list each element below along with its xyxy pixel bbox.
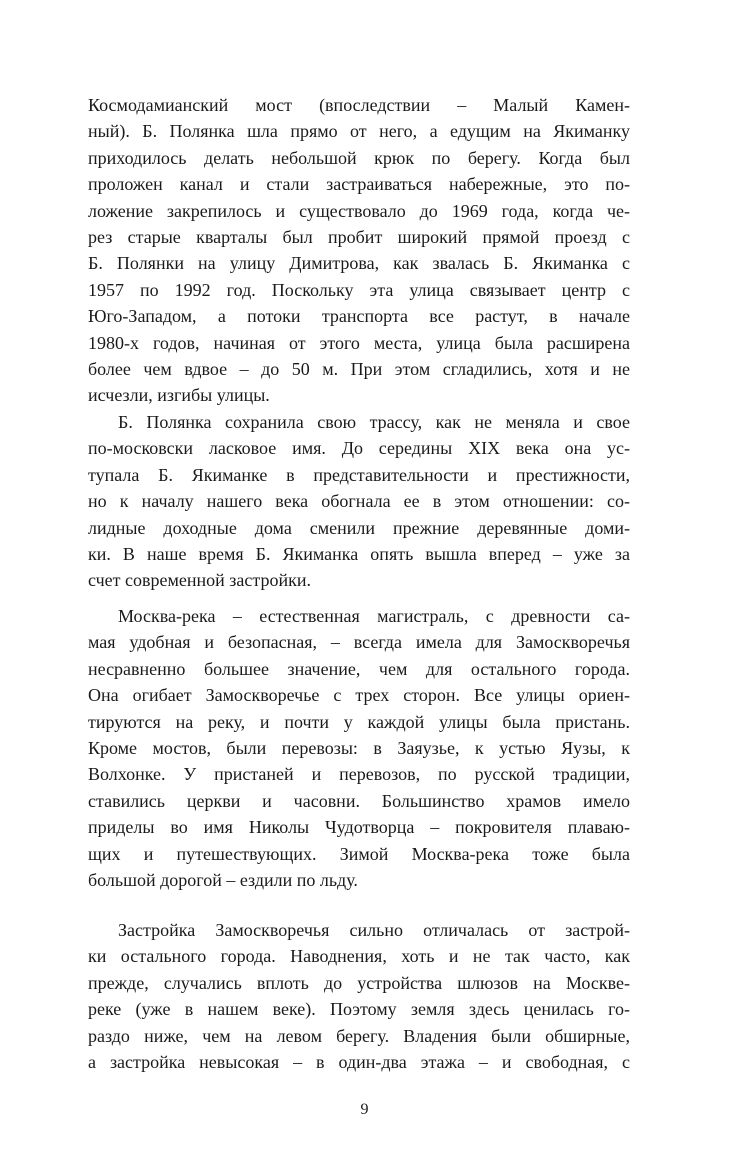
page-number: 9 (360, 1101, 369, 1118)
text-line: более чем вдвое – до 50 м. При этом сгладились, хотя и не (88, 358, 630, 379)
text-line: рез старые кварталы был пробит широкий прямой проезд с (88, 226, 630, 247)
text-line: ный). Б. Полянка шла прямо от него, а едущим на Якиманку (88, 121, 630, 142)
text-line: Б. Полянки на улицу Димитрова, как звалась Б. Якиманка с (88, 253, 630, 274)
text-line: реке (уже в нашем веке). Поэтому земля здесь ценилась го- (88, 999, 630, 1020)
text-line: прежде, случались вплоть до устройства шлюзов на Москве- (88, 972, 630, 993)
text-line: Космодамианский мост (впоследствии – Малый Камен- (88, 95, 630, 115)
text-line: ставились церкви и часовни. Большинство храмов имело (88, 790, 630, 811)
text-line: но к началу нашего века обогнала ее в этом отношении: со- (88, 491, 630, 512)
text-line: 1980-х годов, начиная от этого места, улица была расширена (88, 332, 630, 353)
text-line: по-московски ласковое имя. До середины XIX века она ус- (88, 438, 630, 459)
text-line: Застройка Замоскворечья сильно отличалась от застрой- (118, 920, 630, 940)
text-line: лидные доходные дома сменили прежние деревянные доми- (88, 517, 630, 538)
paragraph-4 (88, 917, 630, 1075)
text-line: проложен канал и стали застраиваться набережные, это по- (88, 174, 630, 195)
text-line: несравненно большее значение, чем для остального города. (88, 658, 630, 679)
paragraph-1 (88, 92, 630, 409)
text-line: Москва-река – естественная магистраль, с древности са- (118, 606, 630, 626)
text-line: ки. В наше время Б. Якиманка опять вышла вперед – уже за (88, 543, 630, 564)
text-line: раздо ниже, чем на левом берегу. Владения были обширные, (88, 1025, 630, 1046)
text-line: 1957 по 1992 год. Поскольку эта улица связывает центр с (88, 279, 630, 300)
text-line: приделы во имя Николы Чудотворца – покровителя плаваю- (88, 817, 630, 838)
text-line: щих и путешествующих. Зимой Москва-река тоже была (88, 843, 630, 864)
text-line: ки остального города. Наводнения, хоть и не так часто, как (88, 946, 630, 967)
text-line: мая удобная и безопасная, – всегда имела для Замоскворечья (88, 632, 630, 653)
text-line: Она огибает Замоскворечье с трех сторон. Все улицы ориен- (88, 685, 630, 706)
text-line: Юго-Западом, а потоки транспорта все растут, в начале (88, 306, 630, 327)
text-line: исчезли, изгибы улицы. (88, 385, 270, 406)
text-line: ложение закрепилось и существовало до 1969 года, когда че- (88, 200, 630, 221)
text-line: Кроме мостов, были перевозы: в Заяузье, к устью Яузы, к (88, 737, 630, 758)
paragraph-2 (88, 409, 630, 594)
paragraph-3 (88, 603, 630, 893)
text-line: тируются на реку, и почти у каждой улицы была пристань. (88, 711, 630, 732)
text-line: а застройка невысокая – в один-два этажа – и свободная, с (88, 1051, 630, 1072)
text-line: Волхонке. У пристаней и перевозов, по русской традиции, (88, 764, 630, 785)
text-line: Б. Полянка сохранила свою трассу, как не меняла и свое (118, 412, 630, 432)
text-line: приходилось делать небольшой крюк по берегу. Когда был (88, 147, 630, 168)
text-line: большой дорогой – ездили по льду. (88, 869, 358, 890)
text-line: тупала Б. Якиманке в представительности и престижности, (88, 464, 630, 485)
text-line: счет современной застройки. (88, 570, 311, 591)
